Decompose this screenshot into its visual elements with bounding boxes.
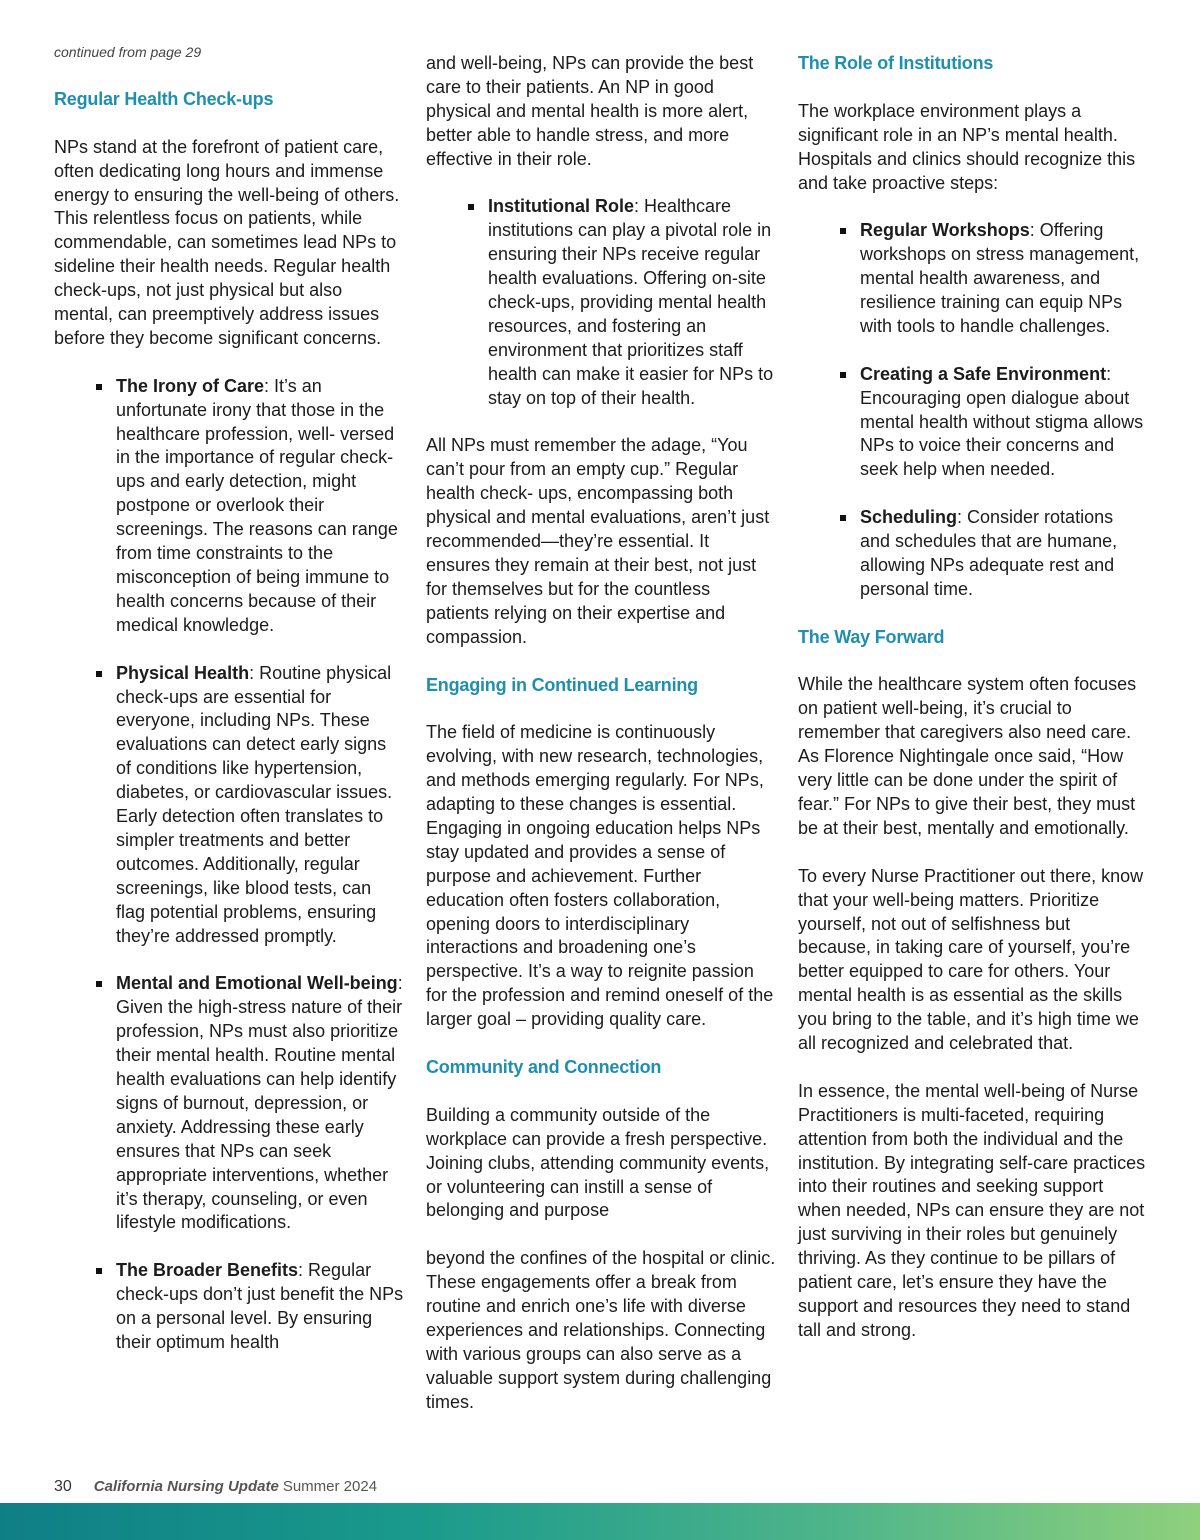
footer-gradient-band [0, 1503, 1200, 1540]
list-item [798, 363, 1148, 483]
list-item [54, 972, 404, 1235]
bullet-text: : Consider rotations and schedules that are humane, allowing NPs adequate rest and personal time. [860, 507, 1118, 599]
check-ups-bullet-list [54, 375, 404, 1355]
heading-community: Community and Connection [426, 1056, 662, 1077]
forward-paragraph-3: In essence, the mental well-being of Nurse Practitioners is multi-faceted, requiring attention from both the individual and the institution. By integrating self-care practices into their routines and seeking support when needed, NPs can ensure they are not just surviving in their roles but genuinely thriving. As they continue to be pillars of patient care, let’s ensure they have the support and resources they need to stand tall and strong. [798, 1080, 1146, 1340]
bullet-square-icon [96, 1268, 102, 1274]
bullet-text: : Encouraging open dialogue about mental health without stigma allows NPs to voice their concerns and seek help when needed. [860, 363, 1144, 480]
heading-way-forward: The Way Forward [798, 626, 945, 647]
bullet-square-icon [468, 204, 474, 210]
heading-role-of-institutions: The Role of Institutions [798, 53, 994, 73]
bullet-title: Mental and Emotional Well-being [116, 973, 398, 994]
bullet-square-icon [96, 671, 102, 677]
page-number: 30 [54, 1478, 72, 1495]
community-paragraph-2: beyond the confines of the hospital or clinic. These engagements offer a break from routine and enrich one’s life with diverse experiences and relationships. Connecting with various groups can also serve as a valuable support system during challenging times. [426, 1248, 776, 1412]
heading-regular-check-ups: Regular Health Check-ups [54, 88, 274, 109]
bullet-text: : Regular check-ups don’t just benefit the NPs on a personal level. By ensuring their optimum health [116, 1260, 404, 1352]
column-2 [426, 52, 776, 1415]
institutions-paragraph: The workplace environment plays a significant role in an NP’s mental health. Hospitals and clinics should recognize this and take proactive steps: [798, 100, 1136, 193]
adage-paragraph: All NPs must remember the adage, “You can’t pour from an empty cup.” Regular health check- ups, encompassing both physical and mental evaluations, aren’t just recommended—they’re essential. It ensures they remain at their best, not just for themselves but for the countless patients relying on their expertise and compassion. [426, 435, 770, 647]
bullet-title: Regular Workshops [860, 220, 1030, 241]
magazine-title: California Nursing Update [93, 1478, 279, 1495]
bullet-text: : It’s an unfortunate irony that those in the healthcare profession, well- versed in the importance of regular check-ups and early detection, might postpone or overlook their screenings. The reasons can range from time constraints to the misconception of being immune to health concerns because of their medical knowledge. [116, 375, 398, 635]
bullet-square-icon [96, 981, 102, 987]
bullet-text: : Offering workshops on stress management, mental health awareness, and resilience training can equip NPs with tools to handle challenges. [860, 220, 1140, 336]
list-item [798, 506, 1148, 602]
issue-label: Summer 2024 [282, 1478, 378, 1495]
bullet-text: : Given the high-stress nature of their profession, NPs must also prioritize their mental health. Routine mental health evaluations can help identify signs of burnout, depression, or anxiety. Addressing these early ensures that NPs can seek appropriate interventions, whether it’s therapy, counseling, or even lifestyle modifications. [116, 973, 403, 1233]
column-3 [798, 52, 1148, 1343]
list-item [54, 375, 404, 638]
column-1 [54, 40, 404, 1355]
bullet-title: Physical Health [116, 662, 250, 683]
continued-paragraph: and well-being, NPs can provide the best care to their patients. An NP in good physical and mental health is more alert, better able to handle stress, and more effective in their role. [426, 53, 754, 169]
bullet-title: Creating a Safe Environment [860, 363, 1107, 384]
institutional-bullet-list [426, 195, 776, 410]
page-footer [54, 1478, 377, 1496]
list-item [426, 195, 776, 410]
heading-continued-learning: Engaging in Continued Learning [426, 674, 698, 695]
bullet-title: The Irony of Care [116, 375, 265, 396]
list-item [798, 219, 1148, 339]
forward-paragraph-2: To every Nurse Practitioner out there, know that your well-being matters. Prioritize yourself, not out of selfishness but because, in taking care of yourself, you’re better equipped to care for others. Your mental health is as essential as the skills you bring to the table, and it’s high time we all recognized and celebrated that. [798, 865, 1144, 1054]
bullet-square-icon [840, 372, 846, 378]
forward-paragraph-1: While the healthcare system often focuses on patient well-being, it’s crucial to remember that caregivers also need care. As Florence Nightingale once said, “How very little can be done under the spirit of fear.” For NPs to give their best, they must be at their best, mentally and emotionally. [798, 674, 1137, 838]
bullet-title: The Broader Benefits [116, 1260, 299, 1281]
bullet-square-icon [840, 228, 846, 234]
continued-note: continued from page 29 [54, 44, 202, 60]
list-item [54, 662, 404, 949]
bullet-title: Scheduling [860, 507, 958, 528]
bullet-text: : Routine physical check-ups are essential for everyone, including NPs. These evaluations can detect early signs of conditions like hypertension, diabetes, or cardiovascular issues. Early detection often translates to simpler treatments and better outcomes. Additionally, regular screenings, like blood tests, can flag potential problems, ensuring they’re addressed promptly. [116, 662, 393, 946]
community-paragraph-1: Building a community outside of the workplace can provide a fresh perspective. Joining clubs, attending community events, or volunteering can instill a sense of belonging and purpose [426, 1104, 770, 1221]
bullet-square-icon [96, 384, 102, 390]
institutions-bullet-list [798, 219, 1148, 601]
bullet-title: Institutional Role [488, 196, 634, 217]
bullet-text: : Healthcare institutions can play a pivotal role in ensuring their NPs receive regular health evaluations. Offering on-site check-ups, providing mental health resources, and fostering an environment that prioritizes staff health can make it easier for NPs to stay on top of their health. [488, 196, 774, 408]
learning-paragraph: The field of medicine is continuously evolving, with new research, technologies, and methods emerging regularly. For NPs, adapting to these changes is essential. Engaging in ongoing education helps NPs stay updated and provides a sense of purpose and achievement. Further education often fosters collaboration, opening doors to interdisciplinary interactions and broadening one’s perspective. It’s a way to reignite passion for the profession and remind oneself of the larger goal – providing quality care. [426, 722, 774, 1030]
list-item [54, 1259, 404, 1355]
bullet-square-icon [840, 515, 846, 521]
intro-paragraph: NPs stand at the forefront of patient care, often dedicating long hours and immense energy to ensuring the well-being of others. This relentless focus on patients, while commendable, can sometimes lead NPs to sideline their health needs. Regular health check-ups, not just physical but also mental, can preemptively address issues before they become significant concerns. [54, 136, 400, 348]
